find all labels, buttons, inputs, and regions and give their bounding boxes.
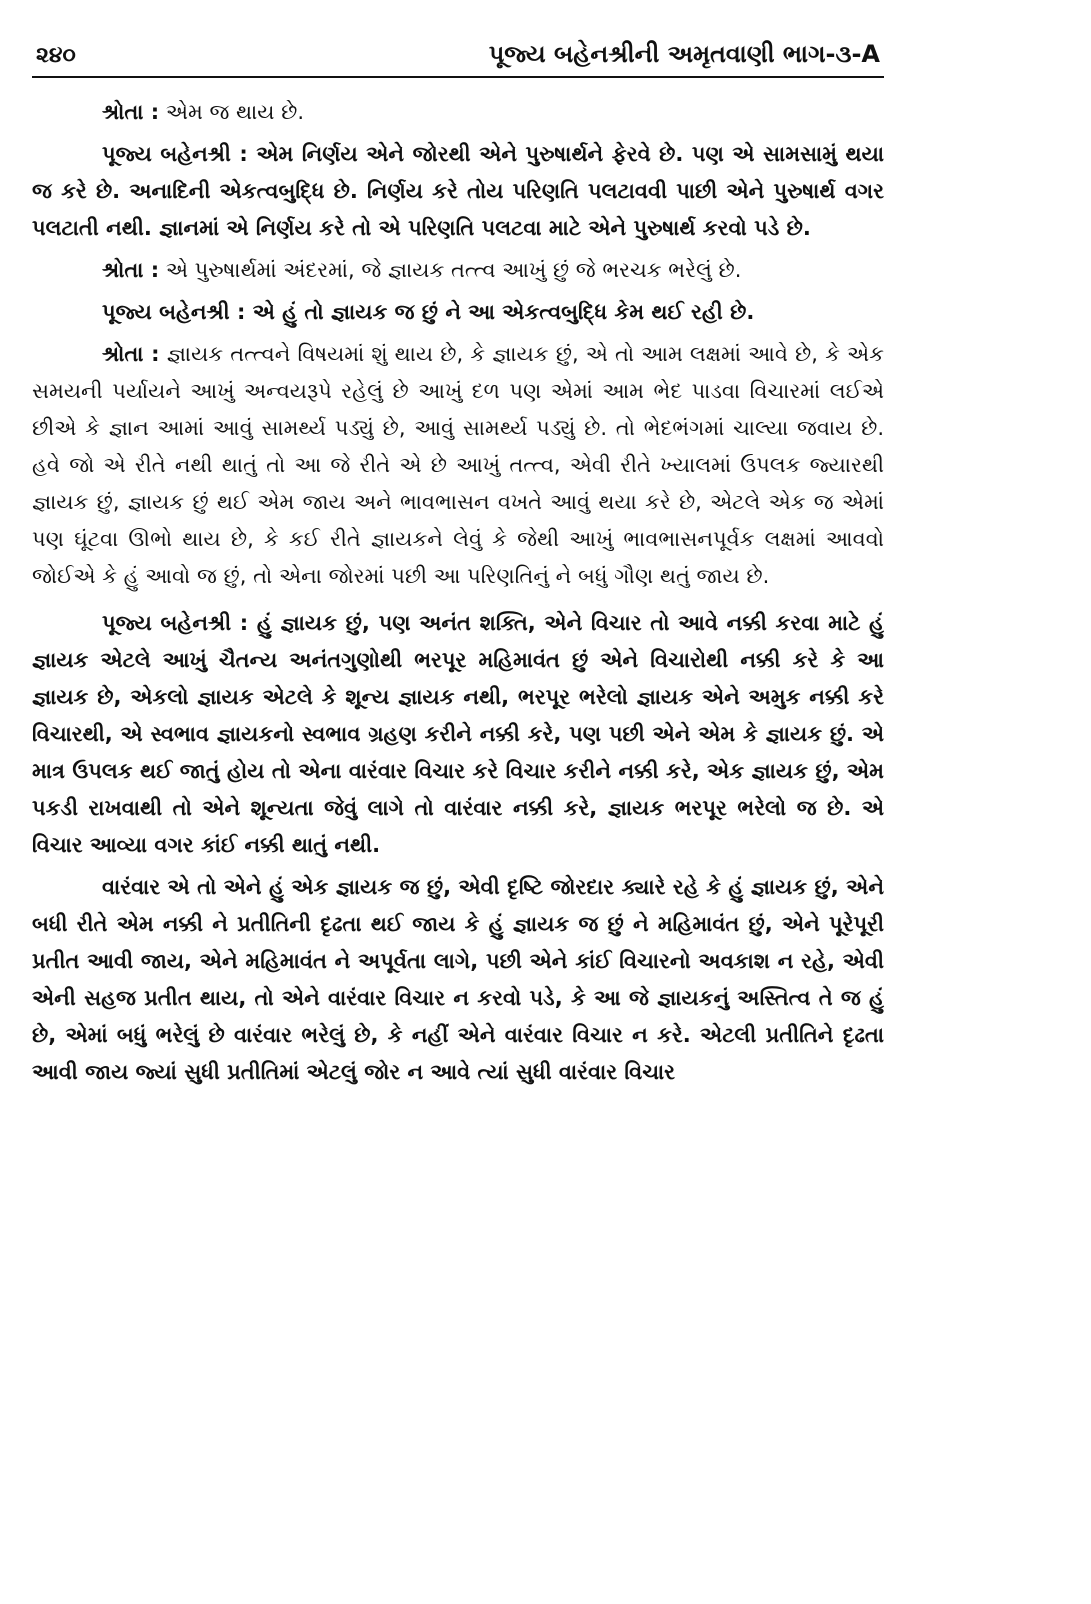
paragraph-text: એ પુરુષાર્થમાં અંદરમાં, જે જ્ઞાયક તત્ત્વ આખું છું જે ભરચક ભરેલું છે. bbox=[159, 258, 742, 282]
paragraph-text: એમ નિર્ણય એને જોરથી એને પુરુષાર્થને ફેરવે છે. પણ એ સામસામું થયા જ કરે છે. અનાદિની એકત્વબુદ્ધિ છે. નિર્ણય કરે તોય પરિણતિ પલટાવવી પાછી એને પુરુષાર્થ વગર પલટાતી નથી. જ્ઞાનમાં એ નિર્ણય કરે તો એ પરિણતિ પલટવા માટે એને પુરુષાર્થ કરવો પડે છે. bbox=[32, 142, 884, 240]
speaker-label: શ્રોતા : bbox=[102, 258, 160, 282]
paragraph-text: એ હું તો જ્ઞાયક જ છું ને આ એકત્વબુદ્ધિ કેમ થઈ રહી છે. bbox=[245, 300, 755, 324]
paragraph-text: હું જ્ઞાયક છું, પણ અનંત શક્તિ, એને વિચાર તો આવે નક્કી કરવા માટે હું જ્ઞાયક એટલે આખું ચૈતન્ય અનંતગુણોથી ભરપૂર મહિમાવંત છું એને વિચારોથી નક્કી કરે કે આ જ્ઞાયક છે, એકલો જ્ઞાયક એટલે કે શૂન્ય જ્ઞાયક નથી, ભરપૂર ભરેલો જ્ઞાયક એને અમુક નક્કી કરે વિચારથી, એ સ્વભાવ જ્ઞાયકનો સ્વભાવ ગ્રહણ કરીને નક્કી કરે, પણ પછી એને એમ કે જ્ઞાયક છું. એ માત્ર ઉપલક થઈ જાતું હોય તો એના વારંવાર વિચાર કરે વિચાર કરીને નક્કી કરે, એક જ્ઞાયક છું, એમ પકડી રાખવાથી તો એને શૂન્યતા જેવું લાગે તો વારંવાર નક્કી કરે, જ્ઞાયક ભરપૂર ભરેલો જ છે. એ વિચાર આવ્યા વગર કાંઈ નક્કી થાતું નથી. bbox=[32, 611, 884, 857]
book-page bbox=[32, 40, 884, 1096]
speaker-label: પૂજ્ય બહેનશ્રી : bbox=[102, 300, 246, 324]
paragraph-7 bbox=[32, 869, 884, 1091]
speaker-label: પૂજ્ય બહેનશ્રી : bbox=[102, 142, 248, 166]
paragraph-1 bbox=[32, 94, 884, 131]
paragraph-6 bbox=[32, 605, 884, 864]
paragraph-4 bbox=[32, 294, 884, 331]
page-header bbox=[32, 40, 884, 78]
body-text bbox=[32, 94, 884, 1091]
paragraph-text: એમ જ થાય છે. bbox=[159, 100, 305, 124]
paragraph-3 bbox=[32, 252, 884, 289]
page-number: ૨૪૦ bbox=[36, 43, 76, 68]
speaker-label: શ્રોતા : bbox=[102, 100, 160, 124]
paragraph-5 bbox=[32, 336, 884, 595]
running-title: પૂજ્ય બહેનશ્રીની અમૃતવાણી ભાગ-૩-A bbox=[488, 40, 880, 68]
speaker-label: શ્રોતા : bbox=[102, 342, 160, 366]
paragraph-text: જ્ઞાયક તત્ત્વને વિષયમાં શું થાય છે, કે જ્ઞાયક છું, એ તો આમ લક્ષમાં આવે છે, કે એક સમયની પર્યાયને આખું અન્વયરૂપે રહેલું છે આખું દળ પણ એમાં આમ ભેદ પાડવા વિચારમાં લઈએ છીએ કે જ્ઞાન આમાં આવું સામર્થ્ય પડ્યું છે, આવું સામર્થ્ય પડ્યું છે. તો ભેદભંગમાં ચાલ્યા જવાય છે. હવે જો એ રીતે નથી થાતું તો આ જે રીતે એ છે આખું તત્ત્વ, એવી રીતે ખ્યાલમાં ઉપલક જ્યારથી જ્ઞાયક છું, જ્ઞાયક છું થઈ એમ જાય અને ભાવભાસન વખતે આવું થયા કરે છે, એટલે એક જ એમાં પણ ઘૂંટવા ઊભો થાય છે, કે કઈ રીતે જ્ઞાયકને લેવું કે જેથી આખું ભાવભાસનપૂર્વક લક્ષમાં આવવો જોઈએ કે હું આવો જ છું, તો એના જોરમાં પછી આ પરિણતિનું ને બધું ગૌણ થતું જાય છે. bbox=[32, 342, 884, 588]
speaker-label: પૂજ્ય બહેનશ્રી : bbox=[102, 611, 249, 635]
paragraph-2 bbox=[32, 136, 884, 247]
paragraph-text: વારંવાર એ તો એને હું એક જ્ઞાયક જ છું, એવી દૃષ્ટિ જોરદાર ક્યારે રહે કે હું જ્ઞાયક છું, એને બધી રીતે એમ નક્કી ને પ્રતીતિની દૃઢતા થઈ જાય કે હું જ્ઞાયક જ છું ને મહિમાવંત છું, એને પૂરેપૂરી પ્રતીત આવી જાય, એને મહિમાવંત ને અપૂર્વતા લાગે, પછી એને કાંઈ વિચારનો અવકાશ ન રહે, એવી એની સહજ પ્રતીત થાય, તો એને વારંવાર વિચાર ન કરવો પડે, કે આ જે જ્ઞાયકનું અસ્તિત્વ તે જ હું છે, એમાં બધું ભરેલું છે વારંવાર ભરેલું છે, કે નહીં એને વારંવાર વિચાર ન કરે. એટલી પ્રતીતિને દૃઢતા આવી જાય જ્યાં સુધી પ્રતીતિમાં એટલું જોર ન આવે ત્યાં સુધી વારંવાર વિચાર bbox=[32, 875, 884, 1084]
